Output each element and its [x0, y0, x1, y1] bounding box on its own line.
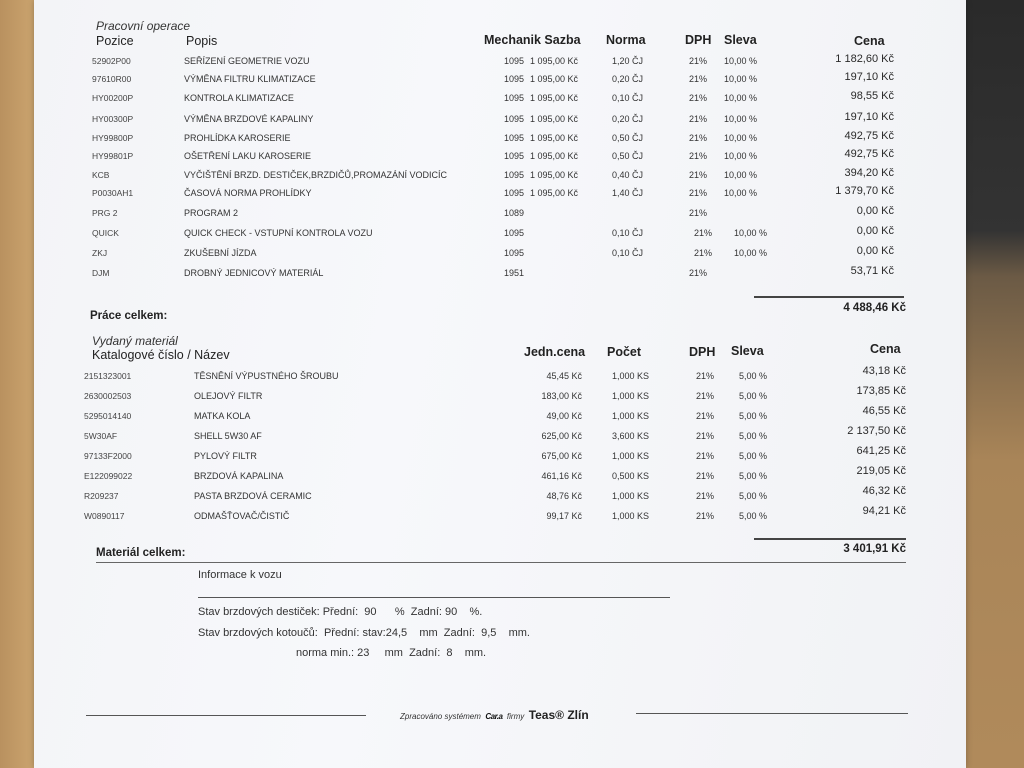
work-row-rate: 1 095,00 Kč: [530, 74, 579, 84]
brake-discs-status: Stav brzdových kotoučů: Přední: stav:24,5 mm Zadní: 9,5 mm.: [198, 627, 530, 639]
work-row-description: DROBNÝ JEDNICOVÝ MATERIÁL: [184, 268, 324, 278]
material-row-price: 2 137,50 Kč: [847, 425, 906, 437]
material-total-label: Materiál celkem:: [96, 547, 186, 559]
work-row-description: VÝMĚNA FILTRU KLIMATIZACE: [184, 74, 316, 84]
material-row-dph: 21%: [696, 411, 715, 421]
work-row-rate: 1 095,00 Kč: [530, 170, 579, 180]
work-row-price: 0,00 Kč: [856, 245, 894, 257]
material-row-code: 97133F2000: [84, 451, 132, 461]
work-total-label: Práce celkem:: [90, 310, 168, 322]
work-row-sleva: 10,00 %: [734, 228, 768, 238]
work-row-sleva: 10,00 %: [724, 151, 758, 161]
work-row-price: 0,00 Kč: [856, 205, 894, 217]
work-row-norma: 1,40 ČJ: [612, 188, 644, 198]
work-row-norma: 0,10 ČJ: [612, 248, 644, 258]
material-row-quantity: 1,000 KS: [612, 491, 650, 501]
work-row-mechanic: 1095: [504, 56, 525, 66]
material-row-dph: 21%: [696, 391, 715, 401]
material-row-name: SHELL 5W30 AF: [194, 431, 262, 441]
work-row-price: 492,75 Kč: [844, 148, 894, 160]
material-row-price: 94,21 Kč: [862, 505, 906, 517]
material-row-code: W0890117: [84, 511, 125, 521]
work-row-price: 394,20 Kč: [844, 167, 894, 179]
material-row-unit-price: 48,76 Kč: [546, 491, 582, 501]
material-row-dph: 21%: [696, 371, 715, 381]
material-row-sleva: 5,00 %: [739, 451, 768, 461]
material-row-sleva: 5,00 %: [739, 431, 768, 441]
material-row-quantity: 1,000 KS: [612, 371, 650, 381]
col-header-norma: Norma: [606, 33, 646, 47]
work-row-code: PRG 2: [92, 208, 118, 218]
material-row-quantity: 1,000 KS: [612, 451, 650, 461]
work-row-dph: 21%: [689, 114, 708, 124]
col-header-dph: DPH: [685, 33, 712, 47]
material-row-sleva: 5,00 %: [739, 471, 768, 481]
material-row-name: TĚSNĚNÍ VÝPUSTNÉHO ŠROUBU: [194, 371, 339, 381]
material-row-sleva: 5,00 %: [739, 371, 768, 381]
work-row-mechanic: 1095: [504, 151, 525, 161]
col-header-pocet: Počet: [607, 345, 642, 359]
work-row-code: DJM: [92, 268, 110, 278]
material-row-unit-price: 675,00 Kč: [541, 451, 582, 461]
work-row-dph: 21%: [694, 228, 713, 238]
footer-rule-left: [86, 715, 366, 716]
material-row-code: 2151323001: [84, 371, 132, 381]
material-section-title: Vydaný materiál: [92, 334, 178, 348]
material-row-unit-price: 625,00 Kč: [541, 431, 582, 441]
work-row-code: HY99800P: [92, 133, 134, 143]
material-row-sleva: 5,00 %: [739, 411, 768, 421]
material-row-quantity: 1,000 KS: [612, 511, 650, 521]
material-row-price: 43,18 Kč: [862, 365, 906, 377]
work-row-sleva: 10,00 %: [724, 93, 758, 103]
material-row-code: 5W30AF: [84, 431, 118, 441]
work-row-code: HY00200P: [92, 93, 134, 103]
work-section-title: Pracovní operace: [96, 19, 191, 33]
work-row-sleva: 10,00 %: [724, 114, 758, 124]
material-row-code: E122099022: [84, 471, 133, 481]
work-row-norma: 0,10 ČJ: [612, 93, 644, 103]
col-header-cena-material: Cena: [870, 342, 901, 356]
material-row-dph: 21%: [696, 431, 715, 441]
work-row-dph: 21%: [689, 268, 708, 278]
work-row-dph: 21%: [689, 133, 708, 143]
work-row-mechanic: 1095: [504, 133, 525, 143]
brake-discs-norm: norma min.: 23 mm Zadní: 8 mm.: [296, 647, 487, 659]
col-header-popis: Popis: [186, 34, 218, 48]
work-row-description: PROHLÍDKA KAROSERIE: [184, 133, 291, 143]
work-row-description: VYČIŠTĚNÍ BRZD. DESTIČEK,BRZDIČŮ,PROMAZÁNÍ VODICÍC: [184, 170, 448, 180]
work-row-rate: 1 095,00 Kč: [530, 133, 579, 143]
material-row-price: 641,25 Kč: [856, 445, 906, 457]
work-row-norma: 0,20 ČJ: [612, 74, 644, 84]
work-row-norma: 0,50 ČJ: [612, 151, 644, 161]
material-row-price: 46,32 Kč: [862, 485, 906, 497]
work-row-code: QUICK: [92, 228, 119, 238]
material-underline: [96, 562, 906, 563]
work-row-dph: 21%: [689, 151, 708, 161]
work-row-description: PROGRAM 2: [184, 208, 239, 218]
col-header-mechanik-sazba: Mechanik Sazba: [484, 33, 581, 47]
work-row-mechanic: 1095: [504, 74, 525, 84]
work-row-norma: 0,40 ČJ: [612, 170, 644, 180]
material-row-sleva: 5,00 %: [739, 511, 768, 521]
work-row-dph: 21%: [694, 248, 713, 258]
material-row-name: PYLOVÝ FILTR: [194, 451, 257, 461]
col-header-sleva: Sleva: [724, 33, 757, 47]
cara-logo: Car.a: [485, 712, 503, 721]
col-header-cena: Cena: [854, 34, 885, 48]
work-row-rate: 1 095,00 Kč: [530, 188, 579, 198]
work-row-dph: 21%: [689, 93, 708, 103]
work-row-mechanic: 1095: [504, 248, 525, 258]
footer-processed-text: Zpracováno systémem: [400, 712, 481, 721]
work-row-description: KONTROLA KLIMATIZACE: [184, 93, 294, 103]
work-row-norma: 0,50 ČJ: [612, 133, 644, 143]
work-row-price: 197,10 Kč: [844, 71, 894, 83]
work-row-mechanic: 1095: [504, 93, 525, 103]
work-row-price: 1 182,60 Kč: [835, 53, 894, 65]
work-row-code: KCB: [92, 170, 110, 180]
work-row-mechanic: 1095: [504, 228, 525, 238]
work-row-rate: 1 095,00 Kč: [530, 56, 579, 66]
material-row-unit-price: 49,00 Kč: [546, 411, 582, 421]
work-row-mechanic: 1951: [504, 268, 525, 278]
work-row-sleva: 10,00 %: [724, 133, 758, 143]
col-header-pozice: Pozice: [96, 34, 134, 48]
footer-rule-right: [636, 713, 908, 714]
work-row-rate: 1 095,00 Kč: [530, 114, 579, 124]
material-row-dph: 21%: [696, 451, 715, 461]
work-row-sleva: 10,00 %: [724, 56, 758, 66]
work-row-code: P0030AH1: [92, 188, 134, 198]
work-row-mechanic: 1095: [504, 114, 525, 124]
col-header-sleva-material: Sleva: [731, 344, 764, 358]
work-row-price: 1 379,70 Kč: [835, 185, 894, 197]
material-row-quantity: 1,000 KS: [612, 411, 650, 421]
material-row-sleva: 5,00 %: [739, 391, 768, 401]
work-row-sleva: 10,00 %: [734, 248, 768, 258]
work-row-code: 97610R00: [92, 74, 132, 84]
material-row-unit-price: 461,16 Kč: [541, 471, 582, 481]
material-row-code: 2630002503: [84, 391, 132, 401]
work-row-description: OŠETŘENÍ LAKU KAROSERIE: [184, 151, 312, 161]
material-row-dph: 21%: [696, 511, 715, 521]
material-row-price: 219,05 Kč: [856, 465, 906, 477]
material-row-quantity: 0,500 KS: [612, 471, 650, 481]
work-row-norma: 0,10 ČJ: [612, 228, 644, 238]
material-total-rule: [754, 538, 906, 540]
material-row-unit-price: 99,17 Kč: [546, 511, 582, 521]
material-row-code: 5295014140: [84, 411, 132, 421]
work-total-rule: [754, 296, 904, 298]
work-row-description: ČASOVÁ NORMA PROHLÍDKY: [184, 188, 312, 198]
material-row-dph: 21%: [696, 471, 715, 481]
work-row-code: ZKJ: [92, 248, 108, 258]
work-row-sleva: 10,00 %: [724, 170, 758, 180]
work-row-dph: 21%: [689, 208, 708, 218]
work-row-price: 0,00 Kč: [856, 225, 894, 237]
material-row-unit-price: 45,45 Kč: [546, 371, 582, 381]
material-row-name: MATKA KOLA: [194, 411, 251, 421]
footer-firm-text: firmy: [506, 712, 525, 721]
work-row-dph: 21%: [689, 170, 708, 180]
work-row-dph: 21%: [689, 56, 708, 66]
work-row-price: 197,10 Kč: [844, 111, 894, 123]
work-row-dph: 21%: [689, 74, 708, 84]
col-header-katalog: Katalogové číslo / Název: [92, 348, 230, 362]
vehicle-info-title: Informace k vozu: [198, 569, 282, 581]
work-row-mechanic: 1095: [504, 170, 525, 180]
work-row-sleva: 10,00 %: [724, 188, 758, 198]
material-row-sleva: 5,00 %: [739, 491, 768, 501]
work-row-price: 492,75 Kč: [844, 130, 894, 142]
work-row-description: VÝMĚNA BRZDOVÉ KAPALINY: [184, 114, 314, 124]
work-row-norma: 1,20 ČJ: [612, 56, 644, 66]
material-row-name: OLEJOVÝ FILTR: [194, 391, 263, 401]
material-row-quantity: 1,000 KS: [612, 391, 650, 401]
material-row-name: ODMAŠŤOVAČ/ČISTIČ: [194, 511, 290, 521]
work-row-description: QUICK CHECK - VSTUPNÍ KONTROLA VOZU: [184, 228, 373, 238]
work-row-price: 53,71 Kč: [850, 265, 894, 277]
work-row-dph: 21%: [689, 188, 708, 198]
footer-processed-by: [400, 706, 589, 724]
vehicle-info-rule: [198, 597, 670, 598]
brake-pads-status: Stav brzdových destiček: Přední: 90 % Zadní: 90 %.: [198, 606, 483, 618]
work-row-code: HY00300P: [92, 114, 134, 124]
teas-brand: Teas® Zlín: [528, 708, 589, 722]
work-row-mechanic: 1095: [504, 188, 525, 198]
col-header-jedn-cena: Jedn.cena: [524, 345, 586, 359]
work-row-norma: 0,20 ČJ: [612, 114, 644, 124]
material-row-name: PASTA BRZDOVÁ CERAMIC: [194, 491, 312, 501]
work-row-mechanic: 1089: [504, 208, 525, 218]
work-row-price: 98,55 Kč: [850, 90, 894, 102]
col-header-dph-material: DPH: [689, 345, 716, 359]
material-row-code: R209237: [84, 491, 119, 501]
work-row-description: ZKUŠEBNÍ JÍZDA: [184, 248, 257, 258]
work-total-value: 4 488,46 Kč: [843, 302, 906, 314]
work-row-code: 52902P00: [92, 56, 131, 66]
material-row-price: 46,55 Kč: [862, 405, 906, 417]
work-row-description: SEŘÍZENÍ GEOMETRIE VOZU: [184, 56, 310, 66]
work-row-rate: 1 095,00 Kč: [530, 151, 579, 161]
material-total-value: 3 401,91 Kč: [843, 543, 906, 555]
material-row-price: 173,85 Kč: [856, 385, 906, 397]
work-row-sleva: 10,00 %: [724, 74, 758, 84]
material-row-quantity: 3,600 KS: [612, 431, 650, 441]
material-row-name: BRZDOVÁ KAPALINA: [194, 471, 284, 481]
work-row-rate: 1 095,00 Kč: [530, 93, 579, 103]
invoice-document: [34, 0, 966, 768]
material-row-unit-price: 183,00 Kč: [541, 391, 582, 401]
material-row-dph: 21%: [696, 491, 715, 501]
work-row-code: HY99801P: [92, 151, 134, 161]
